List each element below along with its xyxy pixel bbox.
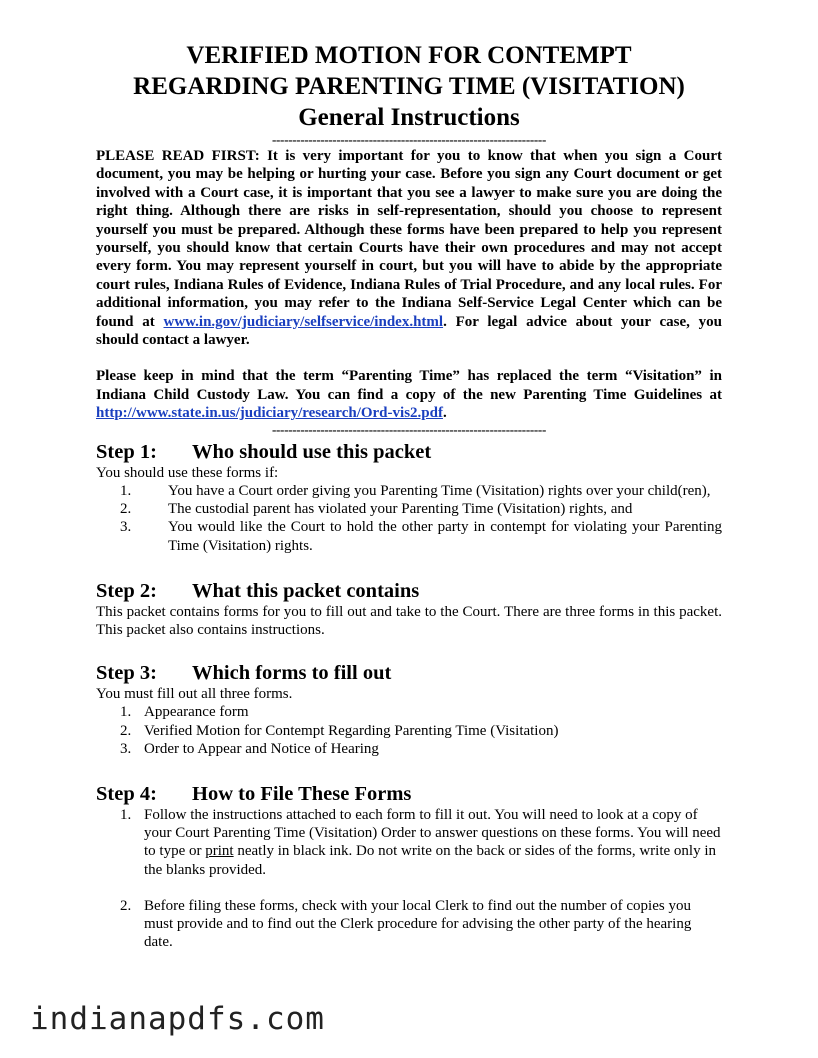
step-4-title: How to File These Forms xyxy=(192,782,412,805)
list-text: Verified Motion for Contempt Regarding Parenting Time (Visitation) xyxy=(144,722,559,739)
list-text: Appearance form xyxy=(144,704,249,721)
list-gap xyxy=(96,879,722,897)
list-number: 2. xyxy=(120,722,132,739)
step-4-number: Step 4: xyxy=(96,782,157,805)
keep-in-mind-text: Please keep in mind that the term “Parenting Time” has replaced the term “Visitation” in Indiana Child Custody Law. You can find a copy of the new Parenting Time Guidelines at xyxy=(96,368,722,403)
please-read-first-notice xyxy=(96,147,722,349)
keep-in-mind-end: . xyxy=(442,405,447,422)
title-line-3: General Instructions xyxy=(298,104,520,131)
list-number: 1. xyxy=(120,482,132,499)
step-1-heading xyxy=(96,440,722,464)
step-2-title: What this packet contains xyxy=(192,579,420,602)
watermark: indianapdfs.com xyxy=(30,1001,325,1037)
step-3-heading xyxy=(96,661,722,685)
list-item xyxy=(96,740,722,758)
page-title xyxy=(96,40,722,133)
list-item xyxy=(96,518,722,554)
list-text: Order to Appear and Notice of Hearing xyxy=(144,740,379,757)
step-1-title: Who should use this packet xyxy=(192,440,432,463)
step-2-number: Step 2: xyxy=(96,579,157,602)
list-item xyxy=(96,897,722,952)
list-item xyxy=(96,500,722,518)
list-text xyxy=(144,806,722,879)
step-4-heading xyxy=(96,782,722,806)
list-text: The custodial parent has violated your Parenting Time (Visitation) rights, and xyxy=(168,501,633,518)
title-line-1: VERIFIED MOTION FOR CONTEMPT xyxy=(186,42,632,69)
list-number: 2. xyxy=(120,897,132,914)
list-item xyxy=(96,482,722,500)
step-1-number: Step 1: xyxy=(96,440,157,463)
list-number: 3. xyxy=(120,740,132,757)
step-1-list xyxy=(96,482,722,555)
title-line-2: REGARDING PARENTING TIME (VISITATION) xyxy=(133,73,685,100)
list-number: 1. xyxy=(120,806,132,823)
list-item xyxy=(96,806,722,879)
list-number: 2. xyxy=(120,501,132,518)
underlined-word: print xyxy=(205,843,234,860)
guidelines-link[interactable]: http://www.state.in.us/judiciary/research/Ord-vis2.pdf xyxy=(96,405,443,422)
notice-text: PLEASE READ FIRST: It is very important for you to know that when you sign a Court document, you may be helping or hurting your case. Before you sign any Court document or get involved with a Court case, it is important that you see a lawyer to make sure you are doing the right thing. Although there are risks in self-representation, should you choose to represent yourself you must be prepared. Although these forms have been prepared to help you represent yourself, you should know that certain Courts have their own procedures and may not accept every form. You may represent yourself in court, but you will have to abide by the appropriate court rules, Indiana Rules of Evidence, Indiana Rules of Trial Procedure, and any local rules. For additional information, you may refer to the Indiana Self-Service Legal Center which can be found at xyxy=(96,148,722,330)
list-text-part: Follow the instructions attached to each form to fill it out. You will need to look at a copy of your Court Parenting Time (Visitation) Order to answer questions on these forms. You will need to type or xyxy=(144,806,721,860)
step-1-intro: You should use these forms if: xyxy=(96,464,279,481)
list-number: 3. xyxy=(120,519,132,536)
step-3-list xyxy=(96,703,722,758)
step-4-list xyxy=(96,806,722,951)
document-page xyxy=(96,40,722,951)
parenting-time-notice xyxy=(96,367,722,422)
list-number: 1. xyxy=(120,704,132,721)
list-text: Before filing these forms, check with your local Clerk to find out the number of copies you must provide and to find out the Clerk procedure for advising the other party of the hearing date. xyxy=(144,897,692,951)
step-3-title: Which forms to fill out xyxy=(192,662,392,685)
step-3-number: Step 3: xyxy=(96,662,157,685)
step-2-heading xyxy=(96,579,722,603)
divider-top: -------------------------------------------------------------------- xyxy=(272,133,546,147)
list-text: You would like the Court to hold the other party in contempt for violating your Parenting Time (Visitation) rights. xyxy=(168,519,722,554)
divider-bottom: -------------------------------------------------------------------- xyxy=(272,422,546,437)
list-item xyxy=(96,722,722,740)
notice-text-end: . For legal advice about your case, you should contact a lawyer. xyxy=(96,313,722,349)
list-text-part: neatly in black ink. Do not write on the back or sides of the forms, write only in the blanks provided. xyxy=(144,843,716,878)
self-service-link[interactable]: www.in.gov/judiciary/selfservice/index.html xyxy=(163,313,444,330)
step-2-text: This packet contains forms for you to fill out and take to the Court. There are three forms in this packet. This packet also contains instructions. xyxy=(96,603,722,638)
list-item xyxy=(96,703,722,721)
list-text: You have a Court order giving you Parenting Time (Visitation) rights over your child(ren), xyxy=(168,482,711,499)
step-3-intro: You must fill out all three forms. xyxy=(96,686,293,703)
